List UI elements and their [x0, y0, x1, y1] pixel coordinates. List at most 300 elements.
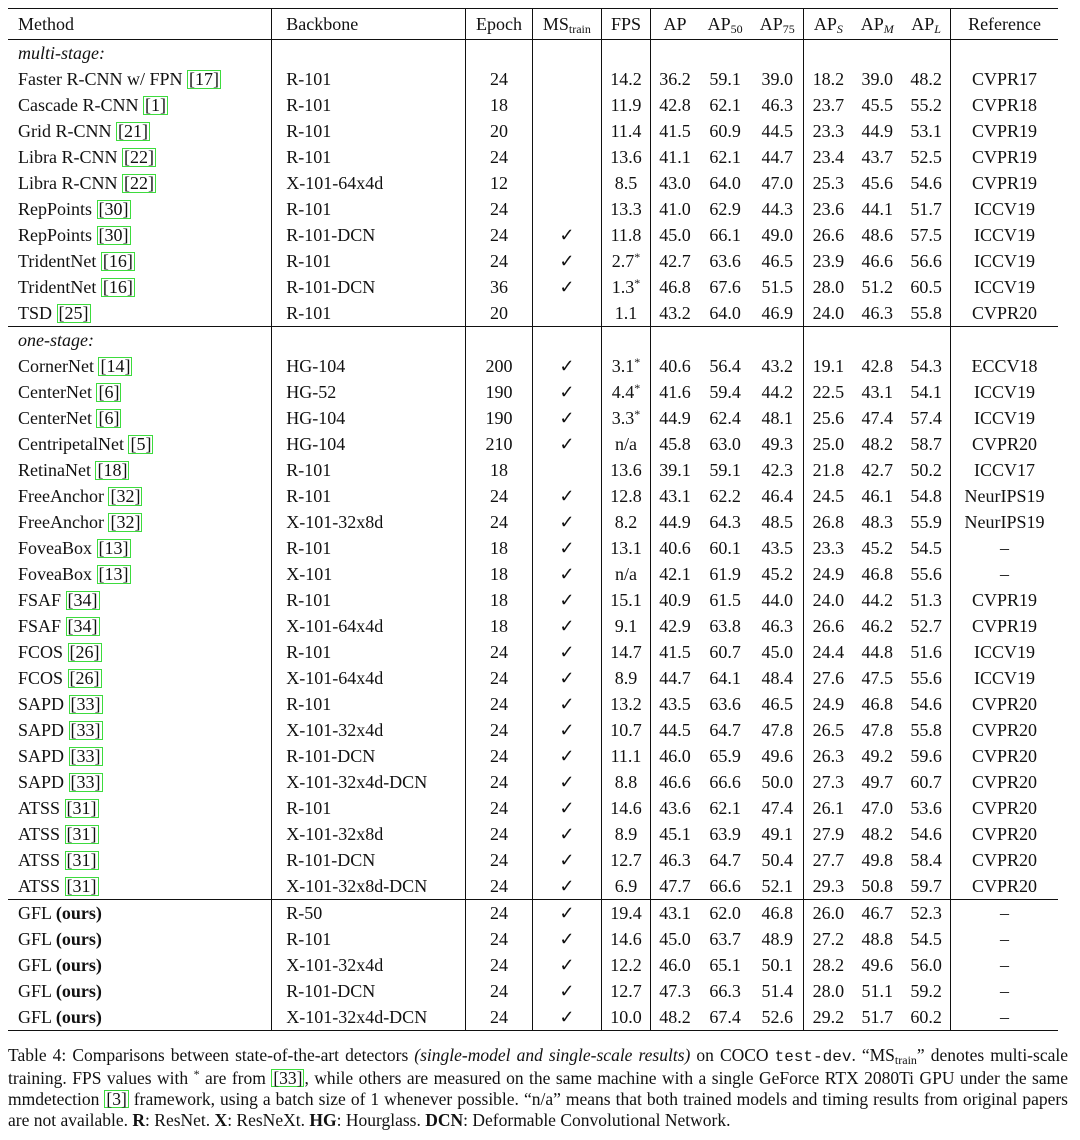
reference-cell: CVPR19 — [972, 173, 1038, 193]
ap75-cell: 49.0 — [751, 222, 804, 248]
aps-cell: 21.8 — [812, 460, 845, 480]
citation-number: 21 — [124, 121, 142, 141]
ms-train-check — [532, 457, 601, 483]
table-row — [8, 379, 1058, 405]
backbone-cell: HG-104 — [272, 353, 466, 379]
method-name: Libra R-CNN — [18, 173, 118, 193]
method-cell — [8, 535, 272, 561]
table-row — [8, 405, 1058, 431]
backbone-cell: X-101-32x8d — [272, 821, 466, 847]
apm-cell: 46.8 — [861, 564, 893, 584]
table-row — [8, 639, 1058, 665]
fps-star: * — [634, 355, 641, 369]
citation-number: 25 — [64, 303, 83, 323]
method-cell — [8, 222, 272, 248]
aps-cell: 26.6 — [812, 616, 845, 636]
ap-base: AP — [707, 14, 731, 34]
citation-link[interactable]: [6] — [98, 408, 120, 428]
caption-text: on COCO — [690, 1045, 775, 1065]
backbone-cell: R-50 — [272, 900, 466, 927]
ap-cell: 44.7 — [659, 668, 691, 688]
method-name: GFL — [18, 903, 52, 923]
reference-cell: ICCV19 — [974, 642, 1036, 662]
ap75-cell: 46.5 — [751, 248, 804, 274]
ap50-cell: 61.5 — [709, 590, 741, 610]
citation-link[interactable]: [33] — [70, 694, 101, 714]
fps-value: 12.7 — [610, 850, 642, 870]
citation-link[interactable]: [13] — [98, 564, 129, 584]
ap-cell: 42.8 — [659, 95, 691, 115]
aps-cell: 27.9 — [812, 824, 845, 844]
ap75-cell: 50.4 — [751, 847, 804, 873]
section-label-one-stage: one-stage: — [8, 327, 272, 354]
citation-link[interactable]: [33] — [70, 772, 101, 792]
table-row — [8, 196, 1058, 222]
caption-text: framework, using a batch size of 1 whenever possible. “n/a” means that both trained models and timing results from original papers are not available. — [8, 1089, 1068, 1130]
reference-cell: – — [1000, 538, 1010, 558]
header-reference: Reference — [951, 9, 1058, 40]
aps-cell: 18.2 — [812, 69, 845, 89]
table-row — [8, 821, 1058, 847]
citation-link[interactable]: [21] — [118, 121, 148, 141]
method-cell — [8, 847, 272, 873]
fps-value: 13.1 — [610, 538, 642, 558]
ap-cell: 43.0 — [659, 173, 691, 193]
citation-link[interactable]: [30] — [98, 199, 129, 219]
fps-value: 3.3 — [611, 408, 635, 428]
backbone-cell: R-101-DCN — [272, 847, 466, 873]
citation-link[interactable]: [31] — [66, 798, 97, 818]
backbone-cell: R-101 — [272, 196, 466, 222]
ap75-cell: 45.0 — [751, 639, 804, 665]
epoch-cell: 24 — [466, 952, 533, 978]
epoch-cell: 24 — [466, 900, 533, 927]
ap75-cell: 43.5 — [751, 535, 804, 561]
reference-cell: – — [1000, 955, 1010, 975]
fps-cell — [601, 561, 650, 587]
ap50-cell: 62.1 — [709, 798, 741, 818]
caption-text: : ResNet. — [145, 1110, 215, 1130]
apm-cell: 47.8 — [861, 720, 893, 740]
section-label-row — [8, 40, 1058, 67]
citation-link[interactable]: [31] — [66, 824, 97, 844]
method-name: ATSS — [18, 876, 61, 896]
epoch-cell: 24 — [466, 926, 533, 952]
aps-cell: 26.1 — [812, 798, 845, 818]
aps-cell: 27.7 — [812, 850, 845, 870]
table-row — [8, 769, 1058, 795]
paper-table-figure — [8, 8, 1072, 1131]
backbone-cell: R-101 — [272, 66, 466, 92]
fps-cell — [601, 665, 650, 691]
aps-cell: 29.2 — [804, 1004, 852, 1031]
backbone-cell: X-101-32x8d — [272, 509, 466, 535]
reference-cell: CVPR20 — [972, 720, 1038, 740]
ap-cell: 45.0 — [659, 929, 691, 949]
fps-value: 6.9 — [614, 876, 638, 896]
reference-cell: – — [951, 1004, 1058, 1031]
fps-cell — [601, 873, 650, 900]
citation-link[interactable]: [26] — [69, 668, 100, 688]
method-cell — [8, 952, 272, 978]
epoch-cell: 18 — [466, 92, 533, 118]
apm-cell: 49.6 — [861, 955, 893, 975]
reference-cell: CVPR19 — [972, 147, 1038, 167]
method-name: FSAF — [18, 616, 62, 636]
caption-citation-link[interactable]: [3] — [106, 1089, 127, 1109]
caption-bold: R — [132, 1110, 146, 1130]
citation-link[interactable]: [32] — [110, 486, 141, 506]
fps-value: n/a — [614, 434, 637, 454]
fps-value: 11.4 — [610, 121, 642, 141]
aps-cell: 27.6 — [812, 668, 845, 688]
fps-cell — [601, 769, 650, 795]
method-name: RepPoints — [18, 199, 93, 219]
apl-cell: 55.6 — [902, 665, 950, 691]
apm-cell: 42.7 — [861, 460, 893, 480]
ap-cell: 43.6 — [659, 798, 691, 818]
citation-link[interactable]: [5] — [130, 434, 152, 454]
ms-train-check — [532, 170, 601, 196]
header-ap75 — [751, 9, 804, 40]
ap75-cell: 52.6 — [751, 1004, 804, 1031]
caption-text: Table 4: Comparisons between state-of-the-art detectors — [8, 1045, 415, 1065]
ours-label: (ours) — [55, 903, 102, 923]
fps-value: 11.1 — [610, 746, 642, 766]
caption-bold: HG — [309, 1110, 337, 1130]
ap-cell: 43.1 — [659, 486, 691, 506]
ap75-cell: 43.2 — [751, 353, 804, 379]
epoch-cell: 24 — [466, 795, 533, 821]
apm-cell: 46.8 — [861, 694, 893, 714]
reference-cell: CVPR18 — [972, 95, 1038, 115]
ap75-cell: 46.9 — [751, 300, 804, 327]
citation-link[interactable]: [26] — [69, 642, 100, 662]
citation-number: 22 — [129, 173, 148, 193]
ap75-cell: 44.0 — [751, 587, 804, 613]
aps-cell: 23.6 — [812, 199, 845, 219]
ap-cell: 44.9 — [659, 408, 691, 428]
fps-value: 8.5 — [614, 173, 638, 193]
table-row — [8, 978, 1058, 1004]
apm-cell: 46.3 — [852, 300, 902, 327]
ms-train-check: ✓ — [532, 222, 601, 248]
apl-cell: 58.4 — [902, 847, 950, 873]
method-name: FreeAnchor — [18, 486, 104, 506]
ms-train-check: ✓ — [532, 379, 601, 405]
apm-cell: 44.8 — [861, 642, 893, 662]
reference-cell: CVPR20 — [972, 434, 1038, 454]
aps-cell: 24.5 — [812, 486, 845, 506]
aps-cell: 26.3 — [812, 746, 845, 766]
epoch-cell: 36 — [466, 274, 533, 300]
citation-link[interactable]: [33] — [70, 746, 101, 766]
ap50-cell: 63.6 — [709, 251, 741, 271]
epoch-cell: 24 — [466, 847, 533, 873]
citation-link[interactable]: [14] — [100, 356, 131, 376]
citation-number: 32 — [116, 486, 135, 506]
citation-link[interactable]: [34] — [67, 616, 98, 636]
reference-cell: ICCV19 — [974, 668, 1036, 688]
citation-number: 18 — [103, 460, 122, 480]
apl-cell: 57.4 — [902, 405, 950, 431]
epoch-cell: 210 — [466, 431, 533, 457]
citation-number: 32 — [116, 512, 135, 532]
ap75-sub: 75 — [782, 22, 795, 36]
apl-cell: 53.6 — [902, 795, 950, 821]
fps-cell — [601, 587, 650, 613]
citation-link[interactable]: [31] — [66, 850, 97, 870]
aps-cell: 26.6 — [812, 225, 845, 245]
fps-cell — [601, 248, 650, 274]
citation-number: 22 — [129, 147, 148, 167]
ap50-cell: 66.3 — [709, 981, 741, 1001]
table-row — [8, 691, 1058, 717]
table-row — [8, 353, 1058, 379]
epoch-cell: 24 — [466, 248, 533, 274]
citation-link[interactable]: [33] — [70, 720, 101, 740]
citation-number: 31 — [72, 876, 91, 896]
ap-cell: 40.9 — [659, 590, 691, 610]
reference-cell: – — [1000, 564, 1010, 584]
table-row — [8, 274, 1058, 300]
apm-cell: 46.1 — [861, 486, 893, 506]
method-name: SAPD — [18, 772, 65, 792]
ms-train-check: ✓ — [532, 1004, 601, 1031]
backbone-cell: X-101 — [272, 561, 466, 587]
citation-link[interactable]: [16] — [102, 277, 133, 297]
epoch-cell: 24 — [466, 665, 533, 691]
backbone-cell: R-101-DCN — [272, 978, 466, 1004]
caption-citation-link[interactable]: [33] — [273, 1068, 303, 1088]
apm-cell: 48.2 — [861, 434, 893, 454]
ap50-cell: 59.4 — [709, 382, 741, 402]
fps-cell — [601, 92, 650, 118]
backbone-cell: R-101 — [272, 457, 466, 483]
aps-cell: 29.3 — [804, 873, 852, 900]
table-row — [8, 952, 1058, 978]
citation-link[interactable]: [30] — [98, 225, 129, 245]
table-row — [8, 665, 1058, 691]
header-row — [8, 9, 1058, 40]
citation-link[interactable]: [13] — [98, 538, 129, 558]
method-cell — [8, 196, 272, 222]
method-name: TridentNet — [18, 277, 97, 297]
fps-value: 8.9 — [614, 668, 638, 688]
fps-value: 19.4 — [610, 903, 642, 923]
fps-value: 12.8 — [610, 486, 642, 506]
ap-cell: 40.6 — [659, 538, 691, 558]
aps-cell: 24.9 — [812, 564, 845, 584]
method-cell — [8, 457, 272, 483]
section-label-row — [8, 327, 1058, 354]
citation-link[interactable]: [32] — [110, 512, 141, 532]
method-name: CenterNet — [18, 408, 92, 428]
reference-cell: CVPR17 — [972, 69, 1038, 89]
caption-mono: test-dev — [774, 1048, 852, 1066]
citation-link[interactable]: [34] — [67, 590, 98, 610]
fps-value: 14.7 — [610, 642, 642, 662]
ap75-cell: 44.2 — [751, 379, 804, 405]
fps-value: 8.8 — [614, 772, 638, 792]
apm-cell: 44.1 — [861, 199, 893, 219]
epoch-cell: 24 — [466, 66, 533, 92]
fps-value: 8.2 — [614, 512, 638, 532]
method-name: GFL — [18, 981, 52, 1001]
citation-link[interactable]: [25] — [58, 303, 89, 323]
ap75-cell: 46.3 — [751, 92, 804, 118]
ap-cell: 39.1 — [659, 460, 691, 480]
reference-cell: CVPR20 — [972, 798, 1038, 818]
ap75-cell: 51.5 — [751, 274, 804, 300]
table-row — [8, 613, 1058, 639]
ap50-cell: 64.3 — [709, 512, 741, 532]
backbone-cell: R-101-DCN — [272, 274, 466, 300]
table-row — [8, 1004, 1058, 1031]
ap75-cell: 51.4 — [751, 978, 804, 1004]
fps-cell — [601, 300, 650, 327]
ms-train-check: ✓ — [532, 613, 601, 639]
apl-cell: 59.7 — [902, 873, 950, 900]
ms-train-check — [532, 92, 601, 118]
aps-cell: 23.7 — [812, 95, 845, 115]
epoch-cell: 12 — [466, 170, 533, 196]
backbone-cell: R-101 — [272, 795, 466, 821]
citation-link[interactable]: [16] — [102, 251, 133, 271]
fps-cell — [601, 821, 650, 847]
ap-cell: 40.6 — [659, 356, 691, 376]
citation-number: 26 — [75, 668, 94, 688]
aps-cell: 23.9 — [812, 251, 845, 271]
citation-link[interactable]: [22] — [123, 147, 154, 167]
reference-cell: CVPR20 — [951, 300, 1058, 327]
ap50-cell: 62.1 — [709, 95, 741, 115]
table-row — [8, 509, 1058, 535]
epoch-cell: 24 — [466, 821, 533, 847]
ap50-cell: 60.1 — [709, 538, 741, 558]
citation-link[interactable]: [18] — [97, 460, 128, 480]
ap50-cell: 64.0 — [699, 300, 751, 327]
ap50-cell: 62.4 — [709, 408, 741, 428]
method-cell — [8, 743, 272, 769]
epoch-cell: 20 — [466, 300, 533, 327]
apl-cell: 52.3 — [902, 900, 950, 927]
ap50-cell: 60.7 — [709, 642, 741, 662]
table-row — [8, 483, 1058, 509]
fps-cell — [601, 222, 650, 248]
header-apm — [852, 9, 902, 40]
fps-star: * — [634, 407, 641, 421]
fps-cell — [601, 952, 650, 978]
epoch-cell: 18 — [466, 613, 533, 639]
ap75-cell: 52.1 — [751, 873, 804, 900]
ap50-cell: 61.9 — [709, 564, 741, 584]
ap-cell: 46.8 — [659, 277, 691, 297]
aps-cell: 24.9 — [812, 694, 845, 714]
citation-number: 13 — [104, 564, 123, 584]
backbone-cell: X-101-32x4d — [272, 952, 466, 978]
results-table — [8, 8, 1058, 1031]
method-cell — [8, 1004, 272, 1031]
method-cell — [8, 300, 272, 327]
citation-link[interactable]: [1] — [144, 95, 166, 115]
fps-value: 11.9 — [610, 95, 642, 115]
ms-train-check: ✓ — [532, 561, 601, 587]
ap-cell: 48.2 — [651, 1004, 699, 1031]
ap-base: AP — [911, 14, 935, 34]
apl-cell: 52.7 — [902, 613, 950, 639]
caption-text: ” denotes multi-scale training. FPS values with — [8, 1045, 1068, 1088]
ap50-cell: 66.6 — [699, 873, 751, 900]
method-name: CornerNet — [18, 356, 94, 376]
table-row — [8, 535, 1058, 561]
backbone-cell: X-101-64x4d — [272, 170, 466, 196]
ms-train-check: ✓ — [532, 274, 601, 300]
backbone-cell: HG-104 — [272, 431, 466, 457]
ms-train-check: ✓ — [532, 743, 601, 769]
citation-link[interactable]: [22] — [123, 173, 154, 193]
apm-cell: 48.2 — [861, 824, 893, 844]
reference-cell: – — [1000, 981, 1010, 1001]
citation-link[interactable]: [31] — [66, 876, 97, 896]
aps-cell: 24.0 — [804, 300, 852, 327]
reference-cell: CVPR20 — [972, 746, 1038, 766]
epoch-cell: 24 — [466, 691, 533, 717]
citation-number: 33 — [76, 694, 95, 714]
backbone-cell: X-101-64x4d — [272, 613, 466, 639]
citation-link[interactable]: [6] — [98, 382, 120, 402]
epoch-cell: 24 — [466, 717, 533, 743]
epoch-cell: 24 — [466, 769, 533, 795]
ap75-cell: 44.7 — [751, 144, 804, 170]
citation-link[interactable]: [17] — [189, 69, 220, 89]
fps-star: * — [634, 381, 641, 395]
method-cell — [8, 613, 272, 639]
backbone-cell: R-101 — [272, 691, 466, 717]
method-name: FCOS — [18, 642, 64, 662]
reference-cell: NeurIPS19 — [964, 486, 1045, 506]
citation-number: 6 — [104, 382, 114, 402]
ms-train-check: ✓ — [532, 847, 601, 873]
ours-label: (ours) — [55, 955, 102, 975]
ap-base: AP — [813, 14, 837, 34]
citation-number: 16 — [108, 277, 127, 297]
backbone-cell: R-101 — [272, 300, 466, 327]
table-row — [8, 587, 1058, 613]
method-name: Libra R-CNN — [18, 147, 118, 167]
table-header — [8, 9, 1058, 40]
backbone-cell: X-101-32x8d-DCN — [272, 873, 466, 900]
method-name: ATSS — [18, 824, 61, 844]
ms-train-check: ✓ — [532, 405, 601, 431]
fps-value: 8.9 — [614, 824, 638, 844]
table-row — [8, 926, 1058, 952]
ap-cell: 41.5 — [659, 121, 691, 141]
apm-sub: M — [883, 22, 894, 36]
ms-train-check — [532, 118, 601, 144]
fps-value: 11.8 — [610, 225, 642, 245]
apm-cell: 44.2 — [861, 590, 893, 610]
multi-stage-section — [8, 40, 1058, 327]
apm-cell: 46.2 — [861, 616, 893, 636]
citation-number: 30 — [104, 225, 123, 245]
table-row — [8, 92, 1058, 118]
reference-cell: ICCV19 — [974, 199, 1036, 219]
reference-cell: ICCV17 — [974, 460, 1036, 480]
reference-cell: – — [1000, 929, 1010, 949]
ap-base: AP — [860, 14, 884, 34]
fps-value: 2.7 — [611, 251, 635, 271]
